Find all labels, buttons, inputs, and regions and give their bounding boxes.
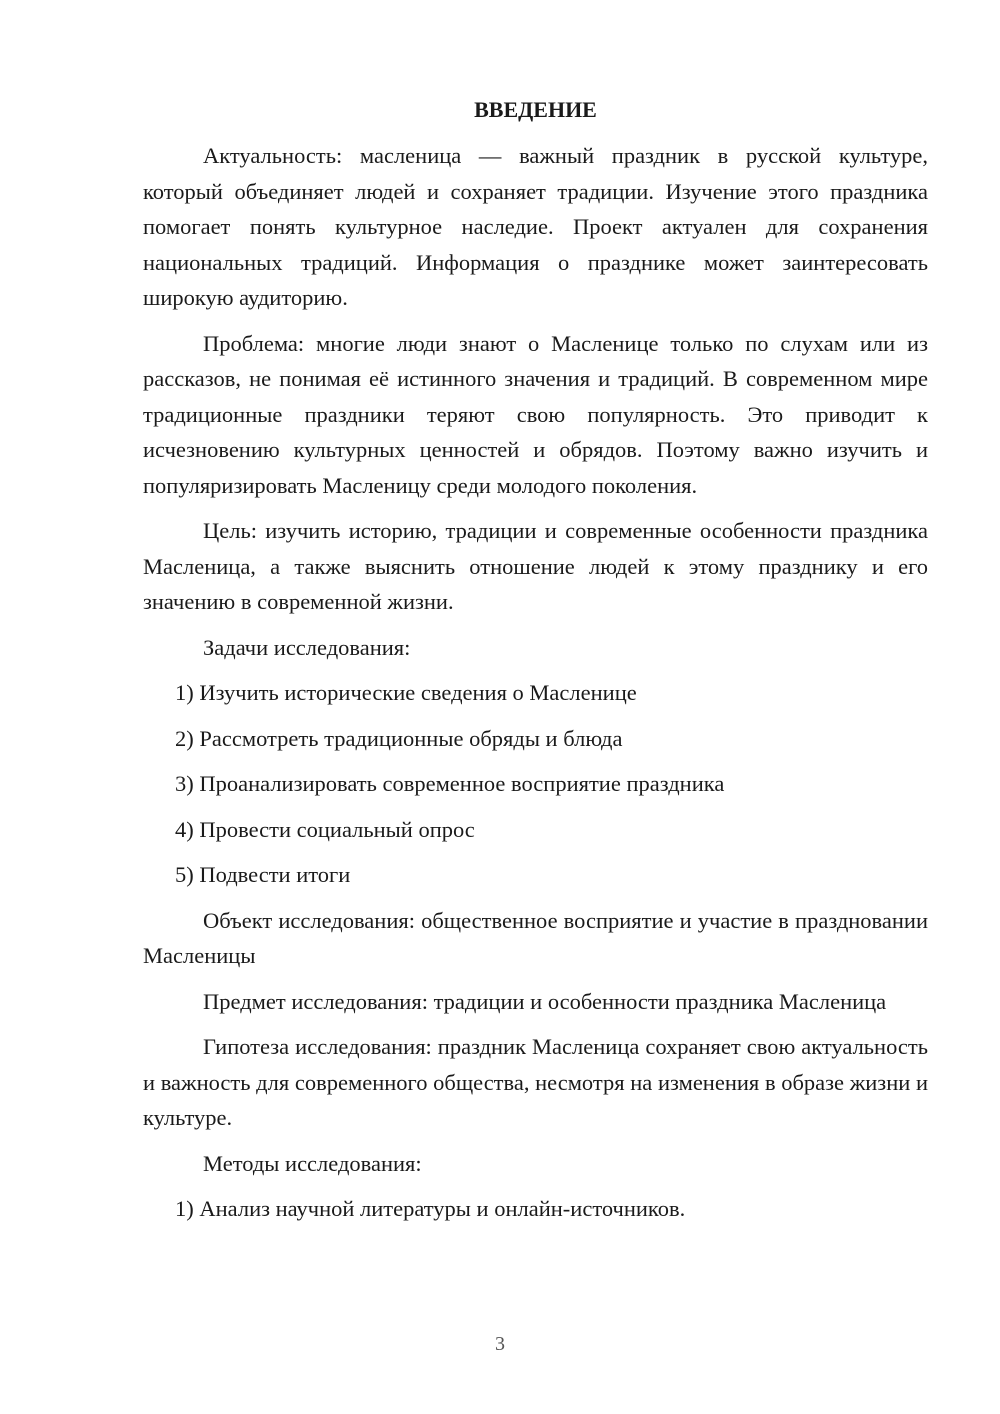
- relevance-paragraph: Актуальность: масленица — важный праздник в русской культуре, который объединяет людей и сохраняет традиции. Изучение этого праздника помогает понять культурное наследие. Проект актуален для сохранения национальных традиций. Информация о празднике может заинтересовать широкую аудиторию.: [143, 143, 928, 310]
- tasks-list: [143, 675, 928, 893]
- list-item: 1) Изучить исторические сведения о Масленице: [175, 680, 637, 705]
- goal-paragraph: Цель: изучить историю, традиции и современные особенности праздника Масленица, а также выяснить отношение людей к этому празднику и его значению в современной жизни.: [143, 518, 928, 614]
- page-number: 3: [495, 1333, 505, 1355]
- document-page: [143, 92, 928, 1237]
- list-item: 4) Провести социальный опрос: [175, 816, 475, 842]
- list-item: 3) Проанализировать современное восприятие праздника: [175, 771, 725, 796]
- subject-paragraph: Предмет исследования: традиции и особенности праздника Масленица: [203, 988, 887, 1014]
- list-item: 1) Анализ научной литературы и онлайн-источников.: [175, 1196, 686, 1221]
- methods-list: [143, 1191, 928, 1227]
- methods-heading: Методы исследования:: [203, 1150, 422, 1176]
- hypothesis-paragraph: Гипотеза исследования: праздник Масленица сохраняет свою актуальность и важность для современного общества, несмотря на изменения в образе жизни и культуре.: [143, 1034, 928, 1130]
- tasks-heading: Задачи исследования:: [203, 634, 411, 660]
- object-paragraph: Объект исследования: общественное восприятие и участие в праздновании Масленицы: [143, 907, 928, 968]
- page-title: ВВЕДЕНИЕ: [474, 97, 597, 122]
- list-item: 5) Подвести итоги: [175, 862, 351, 887]
- problem-paragraph: Проблема: многие люди знают о Масленице только по слухам или из рассказов, не понимая её истинного значения и традиций. В современном мире традиционные праздники теряют свою популярность. Это приводит к исчезновению культурных ценностей и обрядов. Поэтому важно изучить и популяризировать Масленицу среди молодого поколения.: [143, 330, 928, 498]
- list-item: 2) Рассмотреть традиционные обряды и блюда: [175, 725, 623, 751]
